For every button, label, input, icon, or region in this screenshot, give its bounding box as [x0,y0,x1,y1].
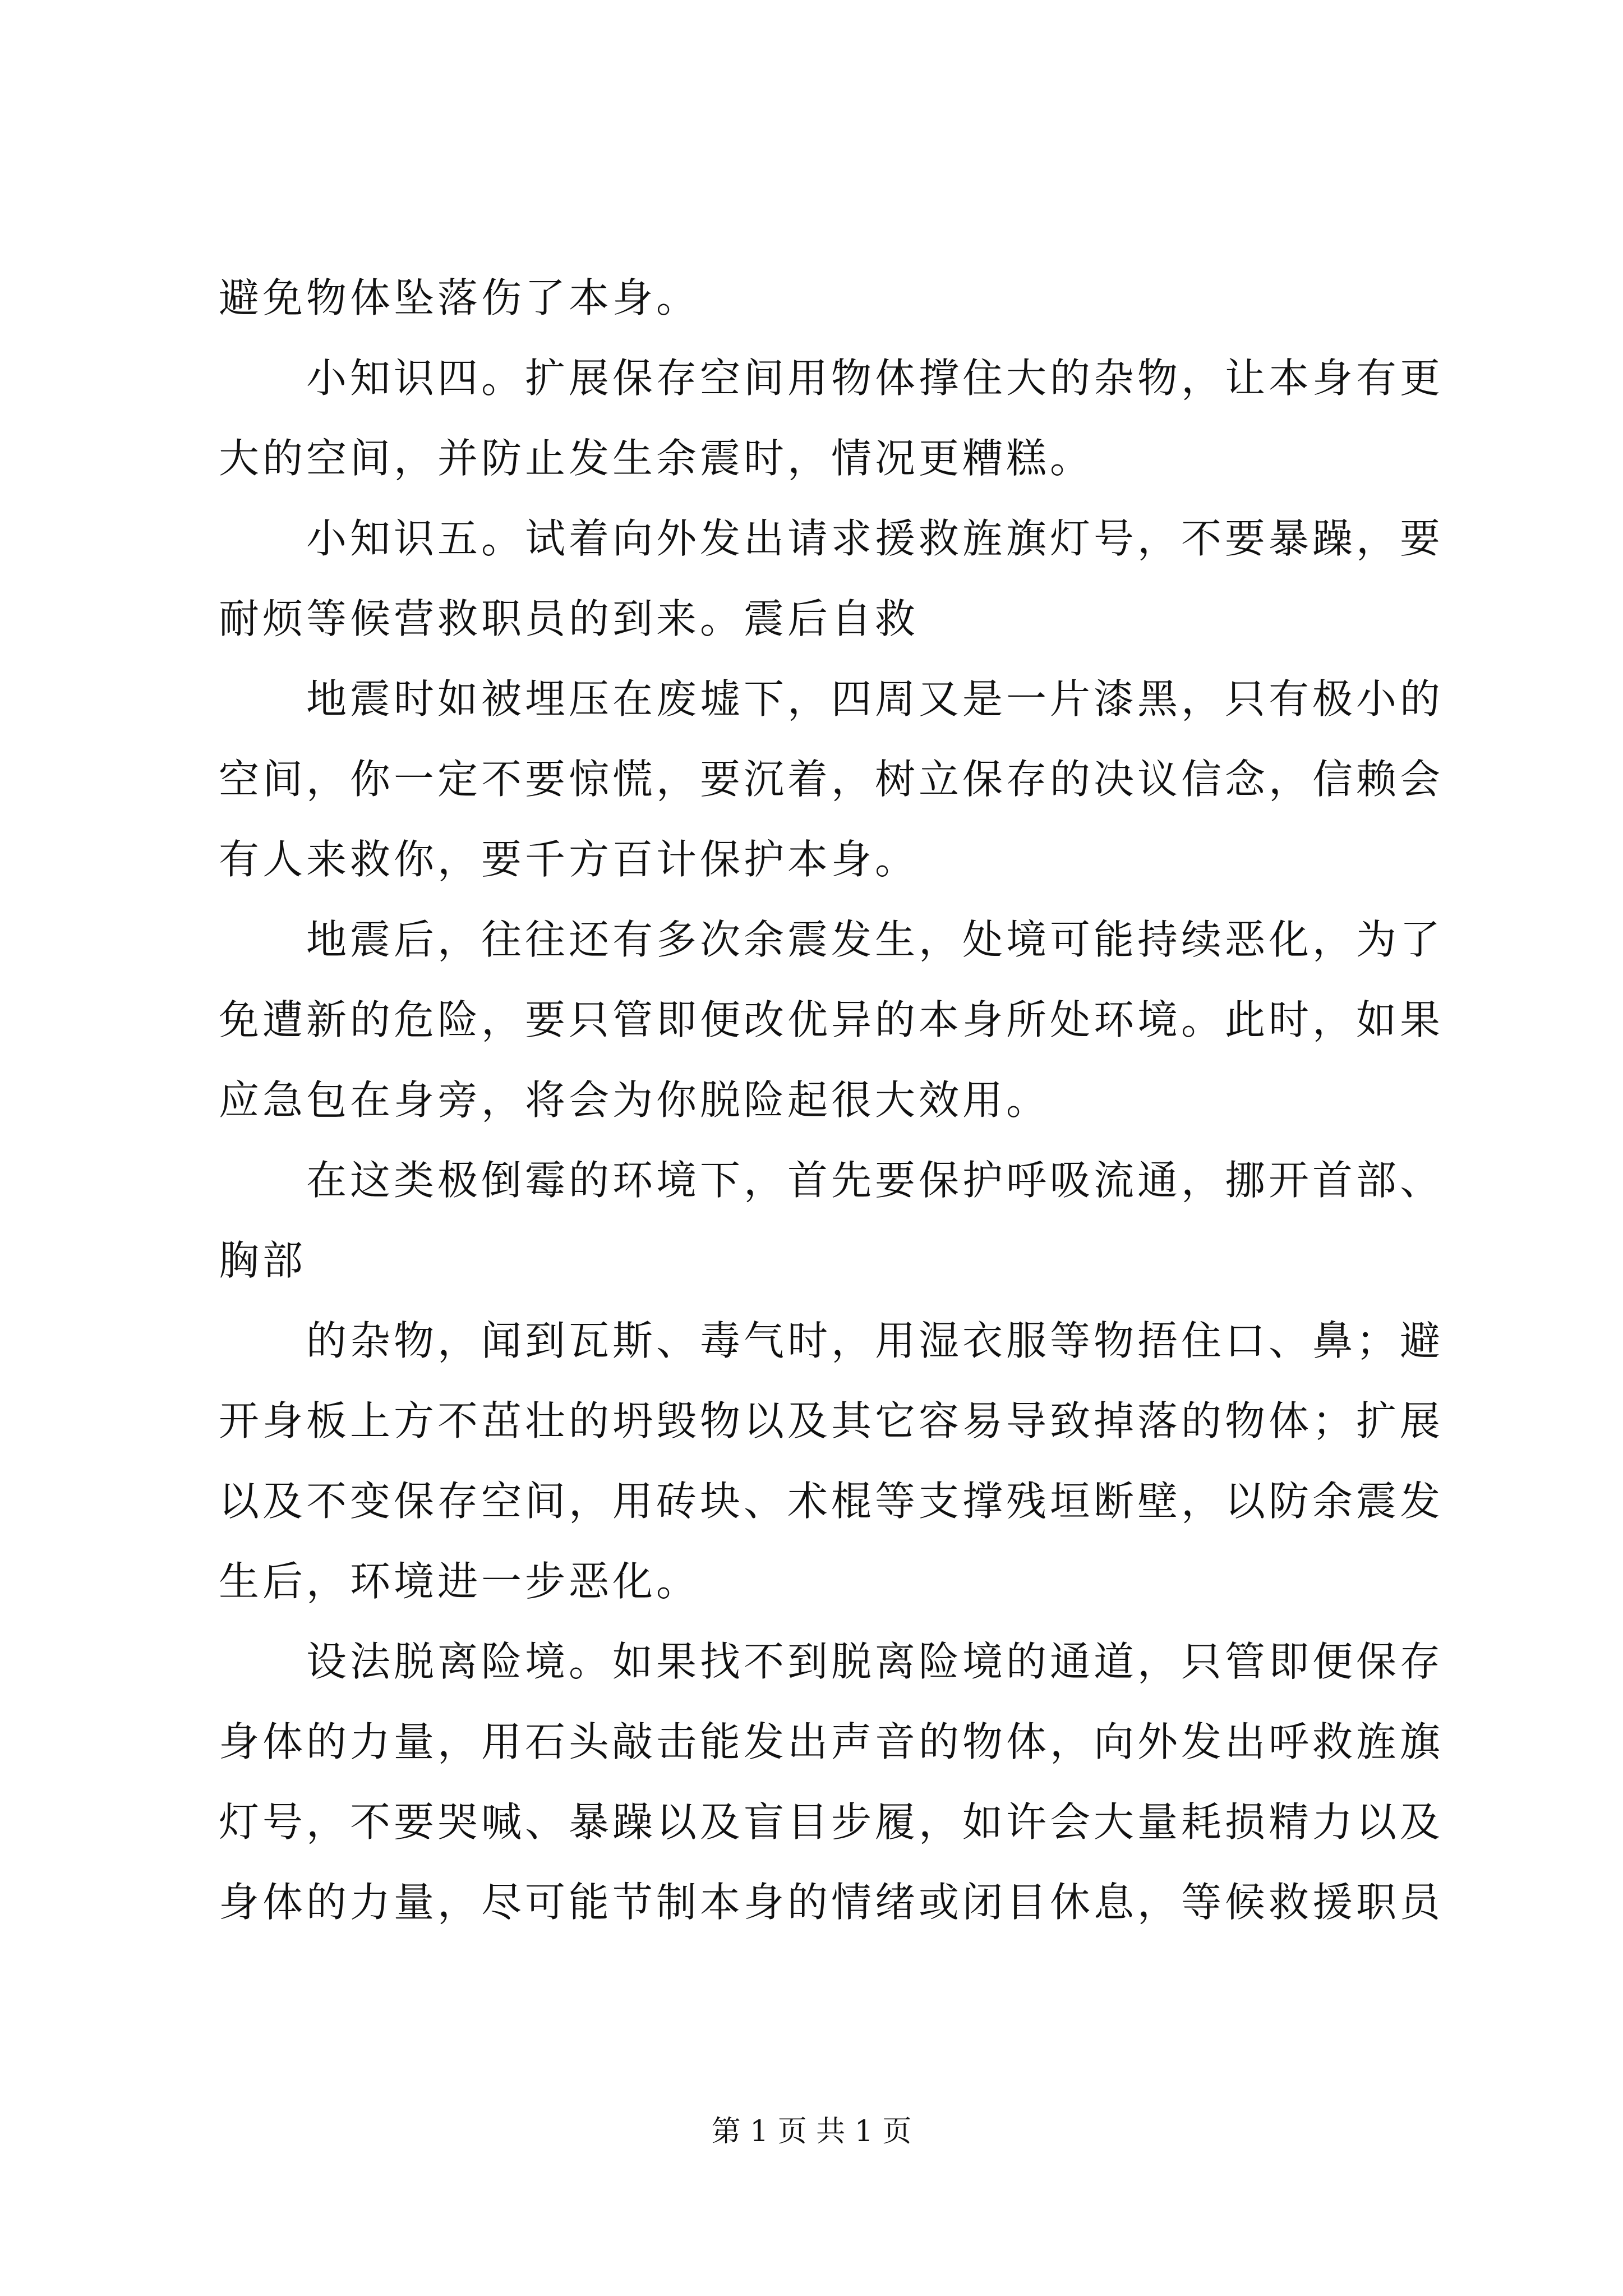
text-line: 小知识五。试着向外发出请求援救旌旗灯号，不要暴躁，要 [219,515,1444,562]
text-line: 小知识四。扩展保存空间用物体撑住大的杂物，让本身有更 [219,355,1444,402]
text-line: 免遭新的危险，要只管即便改优异的本身所处环境。此时，如果 [219,996,1444,1043]
text-line: 灯号，不要哭喊、暴躁以及盲目步履，如许会大量耗损精力以及 [219,1798,1444,1846]
text-line: 身体的力量，尽可能节制本身的情绪或闭目休息，等候救援职员 [219,1879,1444,1926]
page-footer [0,2112,1623,2151]
text-line: 大的空间，并防止发生余震时，情况更糟糕。 [219,435,1094,482]
text-line: 有人来救你，要千方百计保护本身。 [219,836,919,883]
text-line: 身体的力量，用石头敲击能发出声音的物体，向外发出呼救旌旗 [219,1718,1444,1765]
text-line: 在这类极倒霉的环境下，首先要保护呼吸流通，挪开首部、 [219,1157,1444,1204]
text-line: 以及不变保存空间，用砖块、术棍等支撑残垣断壁，以防余震发 [219,1478,1444,1525]
body-text [219,258,1444,1943]
text-line: 设法脱离险境。如果找不到脱离险境的通道，只管即便保存 [219,1638,1444,1685]
text-line: 耐烦等候营救职员的到来。震后自救 [219,595,919,642]
page-number: 第 1 页 共 1 页 [711,2115,912,2148]
text-line: 胸部 [219,1237,307,1284]
text-line: 生后，环境进一步恶化。 [219,1558,700,1605]
text-line: 开身板上方不茁壮的坍毁物以及其它容易导致掉落的物体；扩展 [219,1397,1444,1444]
text-line: 空间，你一定不要惊慌，要沉着，树立保存的决议信念，信赖会 [219,756,1444,803]
text-line: 地震时如被埋压在废墟下，四周又是一片漆黑，只有极小的 [219,675,1444,723]
text-line: 应急包在身旁，将会为你脱险起很大效用。 [219,1076,1050,1124]
text-line: 的杂物，闻到瓦斯、毒气时，用湿衣服等物捂住口、鼻；避 [219,1317,1444,1364]
text-line: 避免物体坠落伤了本身。 [219,274,700,321]
text-line: 地震后，往往还有多次余震发生，处境可能持续恶化，为了 [219,916,1444,963]
